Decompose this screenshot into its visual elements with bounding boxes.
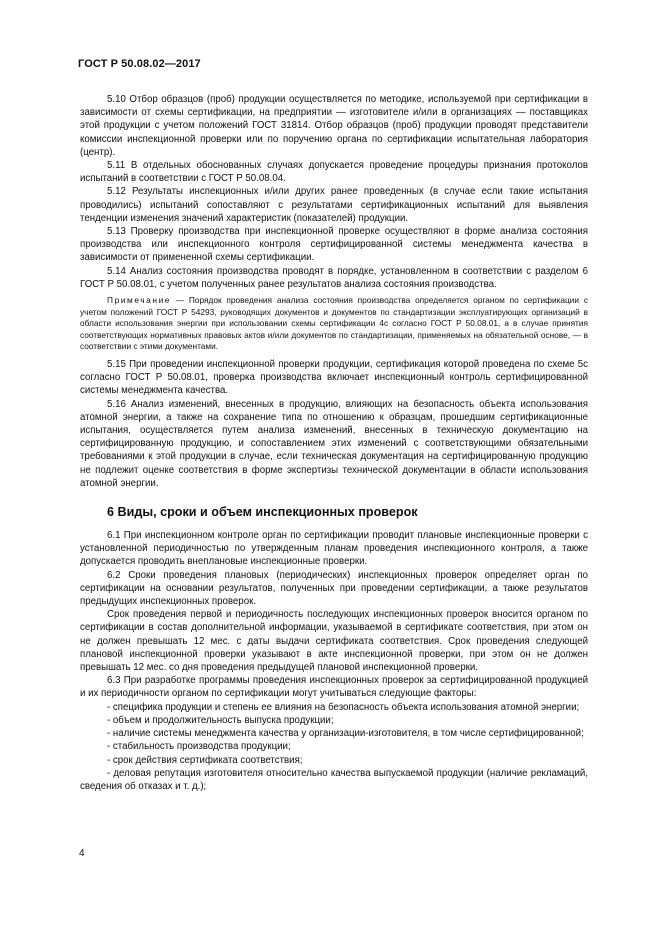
page-content (80, 93, 588, 793)
section-6-heading: 6 Виды, сроки и объем инспекционных проверок (107, 505, 418, 520)
factor-list-item: - наличие системы менеджмента качества у организации-изготовителя, в том числе сертифицированной; (107, 728, 584, 740)
note-text: — Порядок проведения анализа состояния производства определяется органом по сертификации с учетом положений ГОСТ Р 54293, руководящих документов и документов по стандартизации эксплуатирующих организаций в области использования энергии при использовании схемы сертификации 4с согласно ГОСТ Р 50.08.01, а в случае принятия соответствующих нормативных правовых актов и/или документов по стандартизации, применяемых на обязательной основе, — в соответствии с этими документами. (80, 295, 588, 352)
paragraph-6-1: 6.1 При инспекционном контроле орган по сертификации проводит плановые инспекционные проверки с установленной периодичностью по утвержденным планам проведения инспекционного контроля, а также допускается проводить внеплановые инспекционные проверки. (80, 530, 588, 568)
paragraph-5-14: 5.14 Анализ состояния производства проводят в порядке, установленном в соответствии с разделом 6 ГОСТ Р 50.08.01, с учетом полученных ранее результатов анализа состояния производства. (80, 265, 588, 290)
paragraph-5-11: 5.11 В отдельных обоснованных случаях допускается проведение процедуры признания протоколов испытаний в соответствии с ГОСТ Р 50.08.04. (80, 160, 588, 185)
paragraph-6-2: 6.2 Сроки проведения плановых (периодических) инспекционных проверок определяет орган по сертификации на основании результатов, полученных при проведении сертификации, а также результатов предыдущих инспекционных проверок. (80, 569, 588, 608)
paragraph-5-13: 5.13 Проверку производства при инспекционной проверке осуществляют в форме анализа состояния производства или инспекционного контроля сертифицированной системы менеджмента качества в зависимости от примененной схемы сертификации. (80, 226, 588, 264)
factor-list-item: - деловая репутация изготовителя относительно качества выпускаемой продукции (наличие рекламаций, сведения об отказах и т. д.); (80, 767, 588, 792)
paragraph-5-16: 5.16 Анализ изменений, внесенных в продукцию, влияющих на безопасность объекта использования атомной энергии, а также на сохранение типа по отношению к образцам, прошедшим сертификационные испытания, осуществляется путем анализа изменений, внесенных в техническую документацию на сертифицированную продукцию, и сопоставлением этих изменений с соответствующими обязательными требованиями к этой продукции в случае, если техническая документация на сертифицированную продукцию не подлежит оценке соответствия в форме экспертизы технической документации в области использования атомной энергии. (80, 398, 588, 489)
paragraph-5-15: 5.15 При проведении инспекционной проверки продукции, сертификация которой проведена по схеме 5с согласно ГОСТ Р 50.08.01, проверка производства включает инспекционный контроль сертифицированной системы менеджмента качества. (80, 359, 588, 397)
paragraph-6-2-term: Срок проведения первой и периодичность последующих инспекционных проверок вносится органом по сертификации в состав дополнительной информации, указываемой в сертификате соответствия, при этом он не должен превышать 12 мес. с даты выдачи сертификата соответствия. Срок проведения следующей плановой инспекционной проверки указывают в акте инспекционной проверки, при этом он не должен превышать 12 мес. со дня проведения предыдущей плановой инспекционной проверки. (80, 609, 588, 674)
note-label: Примечание (107, 295, 172, 306)
factor-list-item: - срок действия сертификата соответствия; (107, 754, 303, 766)
factor-list-item: - объем и продолжительность выпуска продукции; (107, 714, 334, 726)
factor-list-item: - специфика продукции и степень ее влияния на безопасность объекта использования атомной энергии; (107, 701, 580, 713)
paragraph-5-10: 5.10 Отбор образцов (проб) продукции осуществляется по методике, используемой при сертификации в зависимости от схемы сертификации, на предприятии — изготовителе и/или в организациях — поставщиках этой продукции с учетом положений ГОСТ 31814. Отбор образцов (проб) продукции проводят представители комиссии инспекционной проверки или по поручению органа по сертификации испытательная лаборатория (центр). (80, 94, 588, 158)
note-paragraph (80, 295, 588, 353)
paragraph-6-3: 6.3 При разработке программы проведения инспекционных проверок за сертифицированной продукцией и их периодичности органом по сертификации могут учитываться следующие факторы: (80, 675, 588, 700)
factor-list-item: - стабильность производства продукции; (107, 741, 291, 753)
page-number: 4 (79, 848, 85, 859)
document-code-header: ГОСТ Р 50.08.02—2017 (78, 58, 201, 70)
paragraph-5-12: 5.12 Результаты инспекционных и/или других ранее проведенных (в случае если такие испытания проводились) испытаний сопоставляют с результатами сертификационных испытаний для выявления тенденции изменения значений характеристик (показателей) продукции. (80, 186, 588, 224)
